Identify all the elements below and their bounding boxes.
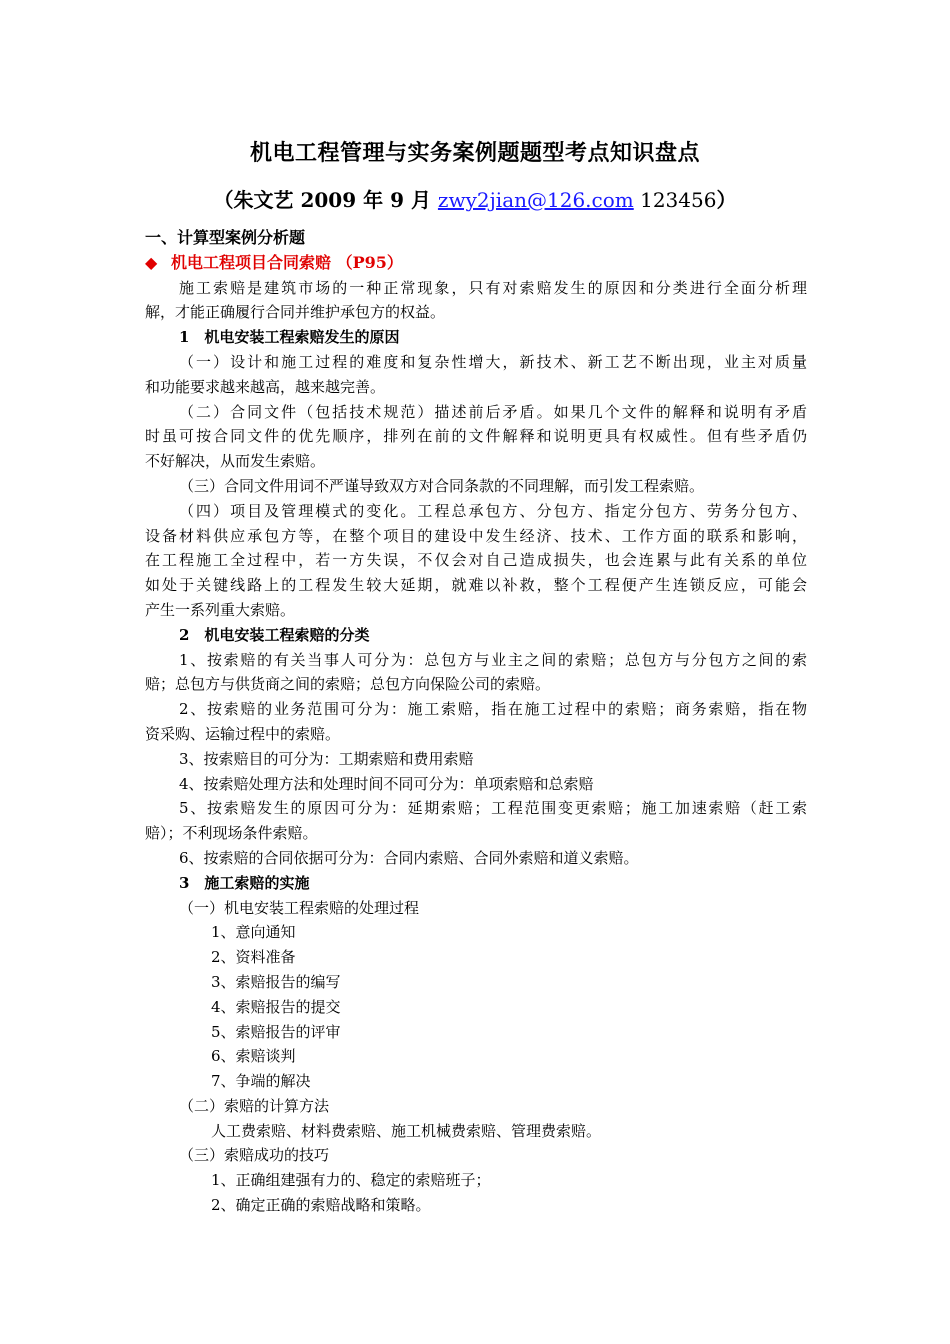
- paragraph-line: （三）合同文件用词不严谨导致双方对合同条款的不同理解，而引发工程索赔。: [179, 476, 705, 495]
- subtitle-date: 2009 年 9 月: [293, 188, 438, 212]
- list-item: 2、确定正确的索赔战略和策略。: [211, 1196, 431, 1215]
- paragraph-line: 赔；总包方与供货商之间的索赔；总包方向保险公司的索赔。: [145, 675, 551, 694]
- paragraph-line: （二）合同文件（包括技术规范）描述前后矛盾。如果几个文件的解释和说明有矛盾: [179, 402, 807, 421]
- subtitle-code: 123456: [633, 188, 717, 212]
- paragraph-line: 资采购、运输过程中的索赔。: [145, 724, 341, 743]
- paragraph-line: 4、按索赔处理方法和处理时间不同可分为：单项索赔和总索赔: [179, 774, 594, 793]
- list-item: 1、正确组建强有力的、稳定的索赔班子；: [211, 1171, 491, 1190]
- list-heading: （三）索赔成功的技巧: [179, 1146, 330, 1165]
- list-item: 6、索赔谈判: [211, 1047, 296, 1066]
- paragraph-line: 6、按索赔的合同依据可分为：合同内索赔、合同外索赔和道义索赔。: [179, 848, 639, 867]
- list-item: 4、索赔报告的提交: [211, 997, 341, 1016]
- list-item: 5、索赔报告的评审: [211, 1022, 341, 1041]
- paragraph-line: 5、按索赔发生的原因可分为：延期索赔；工程范围变更索赔；施工加速索赔（赶工索: [179, 799, 807, 818]
- paragraph-line: 设备材料供应承包方等，在整个项目的建设中发生经济、技术、工作方面的联系和影响，: [145, 526, 807, 545]
- paragraph-line: 产生一系列重大索赔。: [145, 600, 296, 619]
- paragraph-line: 施工索赔是建筑市场的一种正常现象，只有对索赔发生的原因和分类进行全面分析理: [179, 278, 807, 297]
- paragraph-line: 人工费索赔、材料费索赔、施工机械费索赔、管理费索赔。: [211, 1121, 602, 1140]
- list-item: 7、争端的解决: [211, 1072, 311, 1091]
- list-heading: （一）机电安装工程索赔的处理过程: [179, 898, 420, 917]
- paragraph-line: 2、按索赔的业务范围可分为：施工索赔，指在施工过程中的索赔；商务索赔，指在物: [179, 700, 807, 719]
- list-item: 1、意向通知: [211, 923, 296, 942]
- section-heading: 一、计算型案例分析题: [145, 228, 306, 247]
- part-heading: 1 机电安装工程索赔发生的原因: [179, 328, 400, 347]
- paragraph-line: （四）项目及管理模式的变化。工程总承包方、分包方、指定分包方、劳务分包方、: [179, 501, 807, 520]
- subsection-heading: [145, 251, 807, 276]
- list-item: 3、索赔报告的编写: [211, 972, 341, 991]
- part-heading: 2 机电安装工程索赔的分类: [179, 625, 370, 644]
- paragraph-line: 在工程施工全过程中，若一方失误，不仅会对自己造成损失，也会连累与此有关系的单位: [145, 551, 807, 570]
- paragraph-line: 如处于关键线路上的工程发生较大延期，就难以补救，整个工程便产生连锁反应，可能会: [145, 576, 807, 595]
- diamond-icon: ◆: [145, 252, 158, 272]
- paragraph-line: （一）设计和施工过程的难度和复杂性增大，新技术、新工艺不断出现，业主对质量: [179, 352, 807, 371]
- document-title: 机电工程管理与实务案例题题型考点知识盘点: [249, 140, 700, 166]
- document-body: [145, 226, 807, 1218]
- list-heading: （二）索赔的计算方法: [179, 1096, 330, 1115]
- paragraph-line: 1、按索赔的有关当事人可分为：总包方与业主之间的索赔；总包方与分包方之间的索: [179, 650, 807, 669]
- author-email-link[interactable]: zwy2jian@126.com: [437, 188, 634, 212]
- paragraph-line: 不好解决，从而发生索赔。: [145, 452, 326, 471]
- paragraph-line: 赔）；不利现场条件索赔。: [145, 824, 318, 843]
- list-item: 2、资料准备: [211, 948, 296, 967]
- paragraph-line: 解，才能正确履行合同并维护承包方的权益。: [145, 303, 446, 322]
- paragraph-line: 3、按索赔目的可分为：工期索赔和费用索赔: [179, 749, 474, 768]
- subsection-heading-text: 机电工程项目合同索赔 （P95）: [171, 252, 403, 272]
- paragraph-line: 和功能要求越来越高，越来越完善。: [145, 377, 386, 396]
- document-subtitle: [0, 184, 950, 213]
- subtitle-close: ）: [716, 188, 737, 212]
- subtitle-open: （朱文艺: [213, 188, 294, 212]
- paragraph-line: 时虽可按合同文件的优先顺序，排列在前的文件解释和说明更具有权威性。但有些矛盾仍: [145, 427, 807, 446]
- part-heading: 3 施工索赔的实施: [179, 873, 310, 892]
